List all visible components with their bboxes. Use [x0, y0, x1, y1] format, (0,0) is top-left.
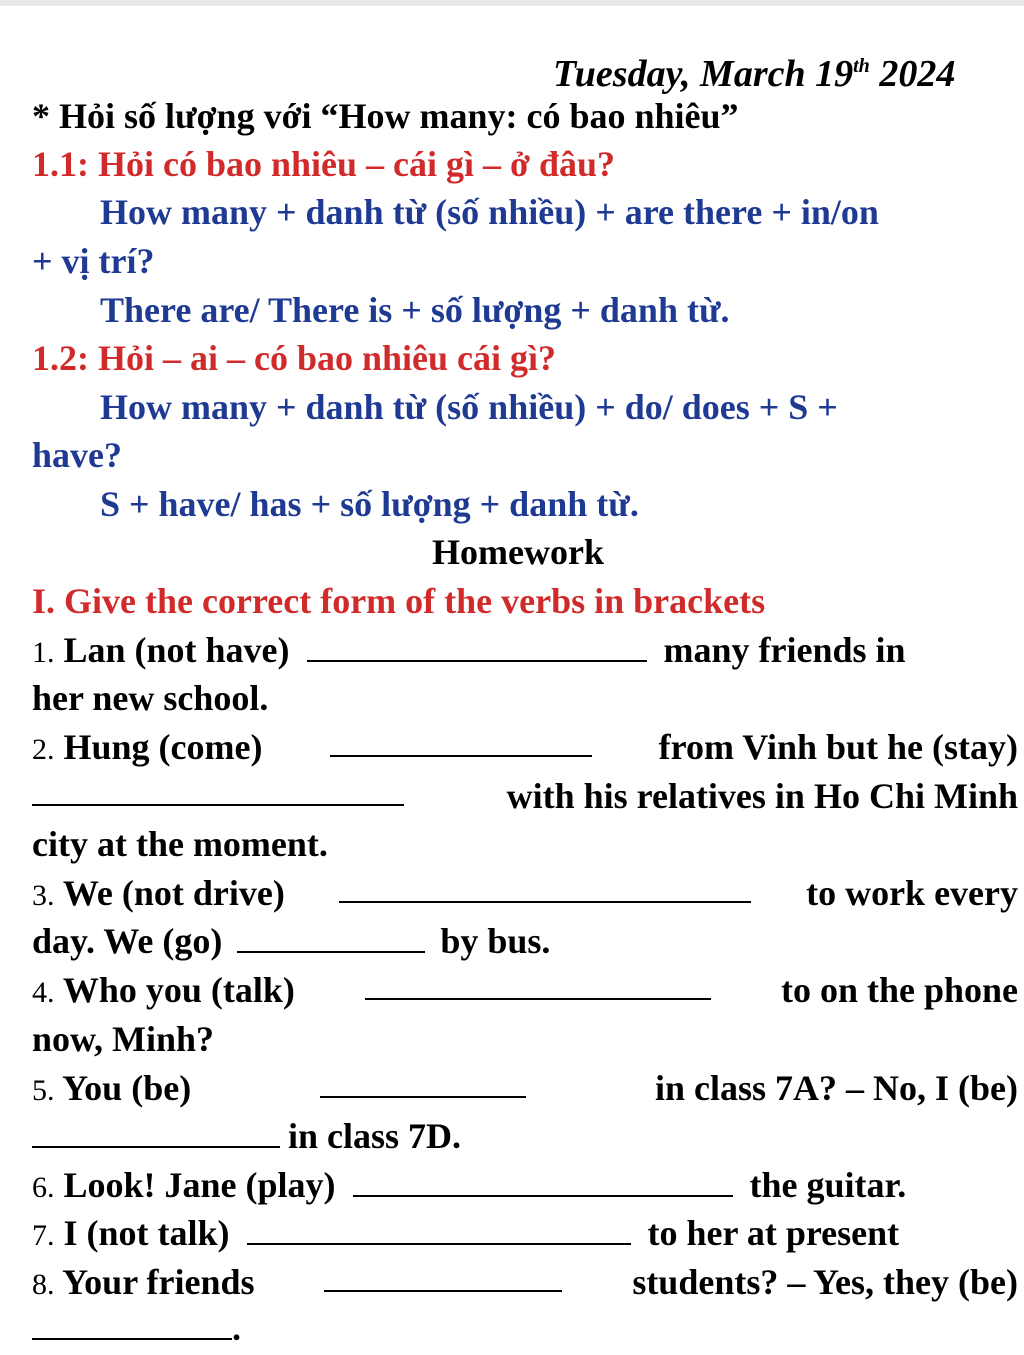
- question-text: Look! Jane (play): [63, 1165, 336, 1205]
- question-4-line1: [32, 968, 1018, 1015]
- answer-blank[interactable]: [247, 1213, 631, 1245]
- answer-blank[interactable]: [353, 1165, 733, 1197]
- question-text: I (not talk): [63, 1213, 230, 1253]
- question-8-line1: [32, 1260, 1018, 1307]
- answer-blank[interactable]: [32, 1116, 280, 1148]
- question-text: .: [232, 1308, 241, 1348]
- question-5-line2: [32, 1114, 461, 1158]
- question-text: Lan (not have): [63, 630, 290, 670]
- question-text: to work every: [806, 873, 1018, 913]
- section-1-2-line1: How many + danh từ (số nhiều) + do/ does + S +: [100, 387, 838, 427]
- question-part: [32, 1066, 191, 1113]
- question-number: 8.: [32, 1268, 55, 1301]
- question-4-line2: now, Minh?: [32, 1019, 215, 1059]
- date-ordinal: th: [853, 55, 870, 77]
- exercise-title: I. Give the correct form of the verbs in brackets: [32, 581, 766, 621]
- question-2-line1: [32, 725, 1018, 772]
- question-text: in class 7A? – No, I (be): [654, 1068, 1018, 1108]
- question-part: [32, 725, 262, 772]
- homework-title: Homework: [432, 532, 604, 572]
- question-number: 6.: [32, 1171, 55, 1204]
- question-number: 1.: [32, 636, 55, 669]
- section-1-1-line3: There are/ There is + số lượng + danh từ.: [100, 290, 730, 330]
- question-number: 4.: [32, 976, 55, 1009]
- question-5-line1: [32, 1066, 1018, 1113]
- question-text: the guitar.: [749, 1165, 907, 1205]
- question-part: [32, 871, 285, 918]
- question-text: by bus.: [440, 921, 551, 961]
- question-3-line1: [32, 871, 1018, 918]
- question-text: Your friends: [62, 1262, 255, 1302]
- question-2-line2: [32, 774, 1018, 818]
- question-text: Hung (come): [63, 727, 263, 767]
- section-1-1-title: 1.1: Hỏi có bao nhiêu – cái gì – ở đâu?: [32, 144, 615, 184]
- section-1-2-line2: have?: [32, 435, 122, 475]
- section-1-1-line1: How many + danh từ (số nhiều) + are there + in/on: [100, 192, 879, 232]
- question-part: [32, 968, 295, 1015]
- question-number: 7.: [32, 1219, 55, 1252]
- question-number: 2.: [32, 733, 55, 766]
- answer-blank[interactable]: [307, 630, 647, 662]
- question-8-line2: [32, 1306, 241, 1350]
- question-part: [32, 1260, 255, 1307]
- question-number: 5.: [32, 1074, 55, 1107]
- question-6-line1: [32, 1163, 906, 1210]
- question-2-line3: city at the moment.: [32, 824, 328, 864]
- question-text: many friends in: [663, 630, 906, 670]
- answer-blank[interactable]: [365, 968, 711, 1000]
- answer-blank[interactable]: [339, 871, 751, 903]
- section-1-1-line2: + vị trí?: [32, 241, 155, 281]
- answer-blank[interactable]: [237, 921, 425, 953]
- top-border: [0, 0, 1024, 6]
- question-text: You (be): [62, 1068, 192, 1108]
- answer-blank[interactable]: [32, 1308, 232, 1340]
- section-1-2-title: 1.2: Hỏi – ai – có bao nhiêu cái gì?: [32, 338, 557, 378]
- answer-blank[interactable]: [324, 1260, 562, 1292]
- section-1-2-line3: S + have/ has + số lượng + danh từ.: [100, 484, 639, 524]
- answer-blank[interactable]: [32, 774, 404, 806]
- question-3-line2: [32, 919, 550, 963]
- question-text: in class 7D.: [288, 1116, 462, 1156]
- question-1-line2: her new school.: [32, 678, 269, 718]
- answer-blank[interactable]: [330, 725, 592, 757]
- date-text: Tuesday, March 19: [553, 53, 854, 95]
- question-7-line1: [32, 1211, 899, 1258]
- question-text: to on the phone: [780, 970, 1018, 1010]
- question-text: to her at present: [647, 1213, 900, 1253]
- question-1-line1: [32, 628, 906, 675]
- question-number: 3.: [32, 879, 55, 912]
- date-line: [553, 44, 955, 96]
- question-text: with his relatives in Ho Chi Minh: [506, 776, 1018, 816]
- answer-blank[interactable]: [320, 1066, 526, 1098]
- question-text: students? – Yes, they (be): [632, 1262, 1018, 1302]
- question-text: We (not drive): [62, 873, 285, 913]
- question-text: day. We (go): [32, 921, 223, 961]
- date-year: 2024: [869, 53, 956, 95]
- question-text: Who you (talk): [62, 970, 295, 1010]
- lesson-heading: * Hỏi số lượng với “How many: có bao nhiêu”: [32, 96, 739, 136]
- question-text: from Vinh but he (stay): [658, 727, 1018, 767]
